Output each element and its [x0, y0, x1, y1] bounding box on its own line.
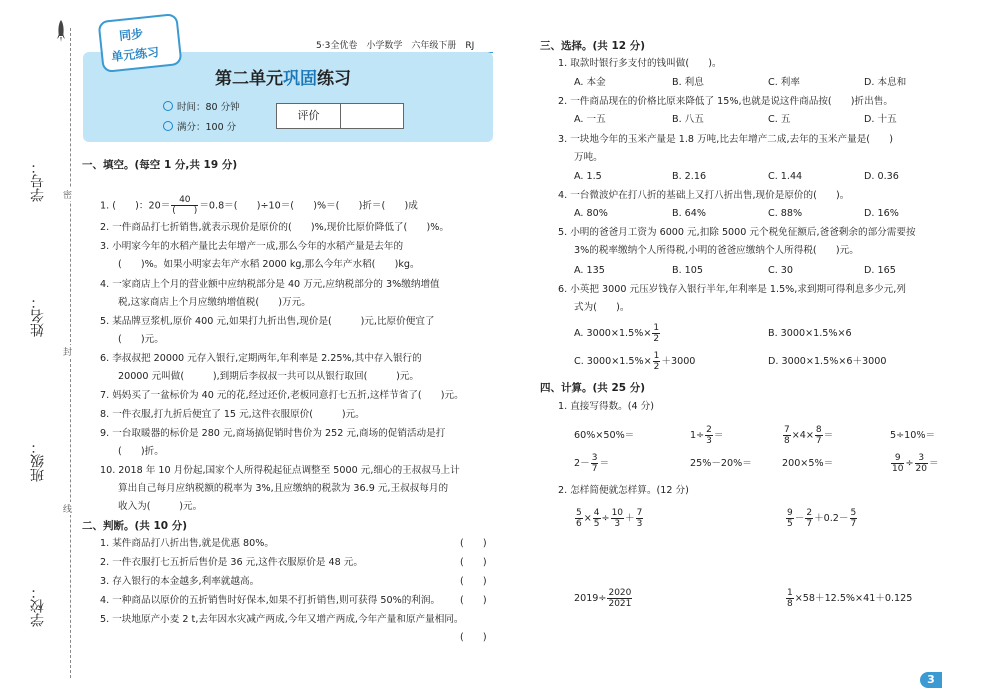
choice-q2-option-a[interactable]: A. 一五 [574, 114, 606, 125]
choice-q3-line2: 万吨。 [574, 152, 603, 163]
s1-f4-den: 3 [636, 518, 643, 529]
s1-op2: ÷ [601, 513, 610, 524]
q1-fraction [171, 195, 198, 216]
s1-f2-num: 4 [593, 507, 600, 518]
judge-q2-answer[interactable]: ( ) [460, 557, 487, 568]
s2-f3-den: 7 [850, 518, 857, 529]
fill-q4-line1: 4. 一家商店上个月的营业额中应纳税部分是 40 万元,应纳税部分的 3%缴纳增值 [100, 279, 440, 290]
fill-q1 [100, 195, 418, 216]
title-suffix: 练习 [317, 69, 351, 89]
s2-op1: － [794, 513, 805, 524]
e8-num-1: 9 [891, 453, 904, 464]
choice-q6-option-d[interactable]: D. 3000×1.5%×6＋3000 [768, 356, 887, 367]
seal-mark-xian: 线 [63, 502, 72, 515]
s3-den: 2021 [608, 598, 632, 609]
choice-q3-option-b[interactable]: B. 2.16 [672, 171, 707, 182]
e5-a: 2－ [574, 458, 590, 469]
choice-q3-line1: 3. 一块地今年的玉米产量是 1.8 万吨,比去年增产二成,去年的玉米产量是( ) [558, 134, 893, 145]
s3-a: 2019÷ [574, 593, 607, 604]
s3-frac [607, 588, 632, 609]
e5-b: ＝ [599, 458, 610, 469]
choice-q5-option-b[interactable]: B. 105 [672, 265, 703, 276]
title-prefix: 第二单元 [215, 69, 283, 89]
judge-q4-answer[interactable]: ( ) [460, 595, 487, 606]
time-limit [163, 101, 240, 114]
e3-end: ＝ [823, 430, 834, 441]
school-label: 学校： [30, 585, 46, 627]
time-text: 时间：80 分钟 [177, 102, 240, 113]
fill-q6-line1: 6. 李叔叔把 20000 元存入银行,定期两年,年利率是 2.25%,其中存入银行的 [100, 353, 422, 364]
choice-q2-option-b[interactable]: B. 八五 [672, 114, 704, 125]
s2-f3-num: 5 [850, 507, 857, 518]
q6a-half [652, 323, 660, 344]
fill-q10-line3: 收入为( )元。 [118, 501, 203, 512]
e8-frac-2 [915, 453, 928, 474]
check-icon [163, 121, 173, 131]
series-info: 5·3全优卷 小学数学 六年级下册 RJ [316, 41, 475, 51]
s1-f1 [575, 508, 583, 529]
calc-s3 [574, 586, 633, 612]
q6a-half-den: 2 [653, 333, 660, 344]
judge-q5-answer[interactable]: ( ) [460, 632, 487, 643]
choice-q5-option-c[interactable]: C. 30 [768, 265, 794, 276]
choice-q5-option-d[interactable]: D. 165 [864, 265, 896, 276]
s1-f3 [611, 508, 624, 529]
calc-e4: 5÷10%＝ [890, 430, 936, 441]
e3-num-2: 8 [815, 424, 822, 435]
s1-f4 [636, 508, 644, 529]
evaluation-label: 评价 [277, 104, 341, 128]
e5-num: 3 [591, 452, 598, 463]
choice-q4-option-c[interactable]: C. 88% [768, 208, 803, 219]
badge-line-2: 单元练习 [110, 45, 160, 65]
fill-q4-line2: 税,这家商店上个月应缴纳增值税( )万元。 [118, 297, 311, 308]
s4-frac [786, 588, 794, 609]
s2-f2 [805, 508, 813, 529]
s2-f3 [850, 508, 858, 529]
choice-q3-option-c[interactable]: C. 1.44 [768, 171, 803, 182]
choice-q4-option-b[interactable]: B. 64% [672, 208, 707, 219]
choice-q6-line1: 6. 小英把 3000 元压岁钱存入银行半年,年利率是 1.5%,求到期可得利息多少元,列 [558, 284, 906, 295]
full-score [163, 121, 236, 134]
calc-s2 [785, 506, 858, 532]
s1-f2-den: 5 [593, 518, 600, 529]
fill-q2: 2. 一件商品打七折销售,就表示现价是原价的( )%,现价比原价降低了( )%。 [100, 222, 449, 233]
judge-q3-answer[interactable]: ( ) [460, 576, 487, 587]
e2-den: 3 [706, 435, 712, 446]
calc-e3 [782, 424, 833, 448]
fill-q9-line1: 9. 一台取暖器的标价是 280 元,商场搞促销时售价为 252 元,商场的促销活动是打 [100, 428, 446, 439]
seal-mark-feng: 封 [63, 345, 72, 358]
e2-b: ＝ [713, 430, 724, 441]
e8-num-2: 3 [915, 453, 928, 464]
s1-f1-num: 5 [576, 507, 582, 518]
choice-q5-line1: 5. 小明的爸爸月工资为 6000 元,扣除 5000 元个税免征额后,爸爸剩余的部分需要按 [558, 227, 916, 238]
s1-f1-den: 6 [576, 518, 582, 529]
s1-op3: ＋ [625, 513, 635, 524]
choice-q4: 4. 一台微波炉在打八折的基础上又打八折出售,现价是原价的( )。 [558, 190, 850, 201]
choice-q5-option-a[interactable]: A. 135 [574, 265, 605, 276]
judge-q3: 3. 存入银行的本金越多,利率就越高。 [100, 576, 260, 587]
calc-e1: 60%×50%＝ [574, 430, 635, 441]
judge-q5: 5. 一块地原产小麦 2 t,去年因水灾减产两成,今年又增产两成,今年产量和原产量相同。 [100, 614, 464, 625]
fill-q10-line1: 10. 2018 年 10 月份起,国家个人所得税起征点调整至 5000 元,细心的王叔叔马上计 [100, 465, 460, 476]
fill-q9-line2: ( )折。 [118, 446, 164, 457]
q6c-half-den: 2 [653, 361, 660, 372]
e3-num-1: 7 [784, 424, 790, 435]
choice-q2: 2. 一件商品现在的价格比原来降低了 15%,也就是说这件商品按( )折出售。 [558, 96, 893, 107]
section-choice-title: 三、选择。(共 12 分) [540, 40, 646, 52]
e3-den-1: 8 [784, 435, 790, 446]
fill-q5-line1: 5. 某品牌豆浆机,原价 400 元,如果打九折出售,现价是( )元,比原价便宜了 [100, 316, 435, 327]
e2-frac [705, 425, 713, 446]
score-text: 满分：100 分 [177, 122, 237, 133]
calc-s4 [785, 586, 912, 612]
fill-q3-line2: ( )%。如果小明家去年产水稻 2000 kg,那么今年产水稻( )kg。 [118, 259, 420, 270]
choice-q1-option-c[interactable]: C. 利率 [768, 77, 800, 88]
e8-frac-1 [891, 453, 904, 474]
q6c-suffix: ＋3000 [661, 356, 696, 367]
choice-q1: 1. 取款时银行多支付的钱叫做( )。 [558, 58, 722, 69]
badge-line-1: 同步 [118, 26, 144, 44]
calc-e7: 200×5%＝ [782, 458, 834, 469]
class-label: 班级： [30, 440, 46, 482]
s3-num: 2020 [608, 587, 632, 598]
choice-q6-option-a[interactable] [574, 322, 661, 346]
judge-q4: 4. 一种商品以原价的五折销售时好保本,如果不打折销售,则可获得 50%的利润。 [100, 595, 441, 606]
choice-q6-line2: 式为( )。 [574, 302, 630, 313]
e2-a: 1÷ [690, 430, 705, 441]
calc-e6: 25%－20%＝ [690, 458, 752, 469]
q1-frac-den: ( ) [172, 206, 198, 216]
s4-den: 8 [787, 598, 793, 609]
calc-e2 [690, 424, 723, 448]
page-number: 3 [920, 672, 942, 688]
s1-f3-num: 10 [611, 507, 624, 518]
choice-q6-option-c[interactable] [574, 350, 695, 374]
e3-frac-1 [783, 425, 791, 446]
choice-q5-line2: 3%的税率缴纳个人所得税,小明的爸爸应缴纳个人所得税( )元。 [574, 245, 859, 256]
s4-b: ×58＋12.5%×41＋0.125 [794, 593, 913, 604]
q6c-half [653, 351, 661, 372]
e8-den-1: 10 [892, 463, 904, 474]
s1-f4-num: 7 [636, 507, 643, 518]
e2-num: 2 [706, 424, 712, 435]
q1-part-b: ＝0.8＝( )÷10＝( )%＝( )折＝( )成 [199, 200, 418, 212]
q1-part-a: ( )：20＝ [112, 200, 171, 212]
section-calculation-title: 四、计算。(共 25 分) [540, 382, 646, 394]
student-number-label: 学号： [30, 160, 46, 202]
choice-q2-option-d[interactable]: D. 十五 [864, 114, 897, 125]
fill-q7: 7. 妈妈买了一盆标价为 40 元的花,经过还价,老板同意打七五折,这样节省了( )元。 [100, 390, 464, 401]
s2-f1 [786, 508, 794, 529]
section-judgement-title: 二、判断。(共 10 分) [82, 520, 188, 532]
choice-q1-option-d[interactable]: D. 本息和 [864, 77, 907, 88]
student-name-label: 姓名： [30, 295, 46, 337]
fill-q3-line1: 3. 小明家今年的水稻产量比去年增产一成,那么今年的水稻产量是去年的 [100, 241, 404, 252]
q6c-half-num: 1 [653, 350, 660, 361]
e8-den-2: 20 [915, 463, 927, 474]
choice-q6-option-b[interactable]: B. 3000×1.5%×6 [768, 328, 852, 339]
q6c-text: C. 3000×1.5%× [574, 356, 652, 367]
s1-op1: × [583, 513, 592, 524]
s2-op2: ＋0.2－ [814, 513, 849, 524]
calc-part2-title: 2. 怎样简便就怎样算。(12 分) [558, 485, 689, 496]
q6a-text: A. 3000×1.5%× [574, 328, 652, 339]
seal-mark-mi: 密 [63, 188, 72, 201]
unit-badge [98, 13, 183, 73]
calc-e8 [890, 452, 939, 476]
judge-q1-answer[interactable]: ( ) [460, 538, 487, 549]
q6a-half-num: 1 [653, 322, 660, 333]
e3-den-2: 7 [815, 435, 822, 446]
e8-mid: ÷ [905, 458, 914, 469]
calc-part1-title: 1. 直接写得数。(4 分) [558, 401, 654, 412]
choice-q4-option-a[interactable]: A. 80% [574, 208, 608, 219]
choice-q1-option-a[interactable]: A. 本金 [574, 77, 606, 88]
fill-q6-line2: 20000 元叫做( ),到期后李叔叔一共可以从银行取回( )元。 [118, 371, 420, 382]
judge-q1: 1. 某件商品打八折出售,就是优惠 80%。 [100, 538, 274, 549]
s2-f1-den: 5 [787, 518, 793, 529]
e3-frac-2 [815, 425, 823, 446]
e5-den: 7 [591, 463, 598, 474]
e5-frac [591, 453, 599, 474]
choice-q3-option-a[interactable]: A. 1.5 [574, 171, 602, 182]
calc-e5 [574, 452, 609, 476]
choice-q4-option-d[interactable]: D. 16% [864, 208, 899, 219]
judge-q2: 2. 一件衣服打七五折后售价是 36 元,这件衣服原价是 48 元。 [100, 557, 363, 568]
s1-f3-den: 3 [614, 518, 621, 529]
s2-f2-num: 2 [806, 507, 813, 518]
fill-q5-line2: ( )元。 [118, 334, 164, 345]
choice-q2-option-c[interactable]: C. 五 [768, 114, 791, 125]
fill-q10-line2: 算出自己每月应纳税额的税率为 3%,且应缴纳的税款为 36.9 元,王叔叔每月的 [118, 483, 449, 494]
choice-q1-option-b[interactable]: B. 利息 [672, 77, 704, 88]
e3-mid: ×4× [791, 430, 814, 441]
q1-num: 1. [100, 200, 110, 212]
fill-q8: 8. 一件衣服,打九折后便宜了 15 元,这件衣服原价( )元。 [100, 409, 365, 420]
page-title [215, 64, 351, 89]
s4-num: 1 [787, 587, 793, 598]
q1-frac-num: 40 [171, 195, 198, 206]
rocket-icon [56, 20, 66, 42]
clock-icon [163, 101, 173, 111]
evaluation-box [276, 103, 404, 129]
e8-end: ＝ [928, 458, 939, 469]
calc-s1 [574, 506, 644, 532]
s2-f1-num: 9 [787, 507, 793, 518]
section-fill-blank-title: 一、填空。(每空 1 分,共 19 分) [82, 159, 238, 171]
title-accent: 巩固 [283, 69, 317, 89]
choice-q3-option-d[interactable]: D. 0.36 [864, 171, 899, 182]
s1-f2 [593, 508, 601, 529]
s2-f2-den: 7 [806, 518, 813, 529]
